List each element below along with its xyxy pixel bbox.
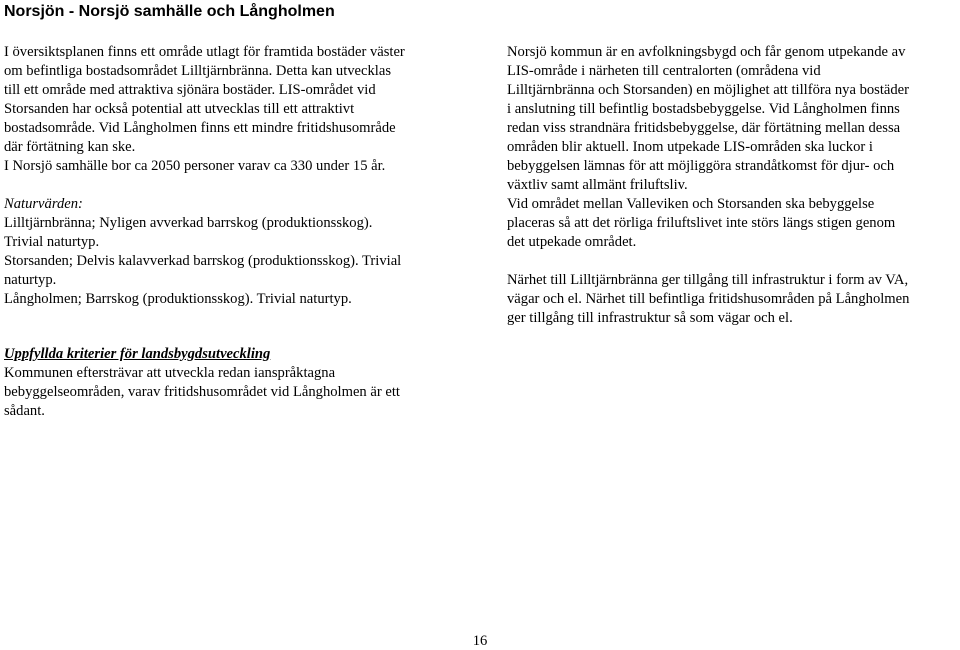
- criteria-section: [4, 345, 474, 421]
- text-line: bebyggelsen lämnas för att möjliggöra strandåtkomst för djur- och: [507, 158, 895, 174]
- infrastructure-paragraph: [507, 271, 957, 328]
- nature-heading: Naturvärden:: [4, 196, 83, 212]
- page-number: 16: [472, 633, 488, 649]
- text-line: I översiktsplanen finns ett område utlagt för framtida bostäder väster: [4, 44, 405, 60]
- text-line: naturtyp.: [4, 272, 57, 288]
- text-line: Storsanden har också potential att utvecklas till ett attraktivt: [4, 101, 355, 117]
- right-column: [507, 43, 957, 328]
- intro-paragraph: [4, 43, 474, 176]
- text-line: om befintliga bostadsområdet Lilltjärnbränna. Detta kan utvecklas: [4, 63, 392, 79]
- text-line: bebyggelseområden, varav fritidshusområdet vid Långholmen är ett: [4, 384, 400, 400]
- text-line: redan viss strandnära fritidsbebyggelse, där förtätning mellan dessa: [507, 120, 901, 136]
- text-line: till ett område med attraktiva sjönära bostäder. LIS-området vid: [4, 82, 376, 98]
- text-line: i anslutning till befintlig bostadsbebyggelse. Vid Långholmen finns: [507, 101, 900, 117]
- text-line: Norsjö kommun är en avfolkningsbygd och får genom utpekande av: [507, 44, 906, 60]
- text-line: I Norsjö samhälle bor ca 2050 personer varav ca 330 under 15 år.: [4, 158, 386, 174]
- text-line: sådant.: [4, 403, 45, 419]
- text-line: där förtätning kan ske.: [4, 139, 136, 155]
- text-line: Kommunen eftersträvar att utveckla redan ianspråktagna: [4, 365, 336, 381]
- text-line: Närhet till Lilltjärnbränna ger tillgång till infrastruktur i form av VA,: [507, 272, 909, 288]
- page-title: Norsjön - Norsjö samhälle och Långholmen: [4, 3, 335, 20]
- text-line: Trivial naturtyp.: [4, 234, 100, 250]
- text-line: Storsanden; Delvis kalavverkad barrskog (produktionsskog). Trivial: [4, 253, 402, 269]
- text-line: LIS-område i närheten till centralorten (områdena vid: [507, 63, 821, 79]
- text-line: Långholmen; Barrskog (produktionsskog). Trivial naturtyp.: [4, 291, 352, 307]
- text-line: ger tillgång till infrastruktur så som vägar och el.: [507, 310, 793, 326]
- text-line: Lilltjärnbränna; Nyligen avverkad barrskog (produktionsskog).: [4, 215, 373, 231]
- text-line: placeras så att det rörliga friluftslivet inte störs längs stigen genom: [507, 215, 896, 231]
- text-line: det utpekade området.: [507, 234, 637, 250]
- text-line: Vid området mellan Valleviken och Storsanden ska bebyggelse: [507, 196, 875, 212]
- text-line: bostadsområde. Vid Långholmen finns ett mindre fritidshusområde: [4, 120, 396, 136]
- lis-paragraph: [507, 43, 957, 252]
- text-line: områden blir aktuell. Inom utpekade LIS-områden ska luckor i: [507, 139, 873, 155]
- text-line: vägar och el. Närhet till befintliga fritidshusområden på Långholmen: [507, 291, 910, 307]
- left-column: [4, 43, 474, 309]
- text-line: växtliv samt allmänt friluftsliv.: [507, 177, 688, 193]
- text-line: Lilltjärnbränna och Storsanden) en möjlighet att tillföra nya bostäder: [507, 82, 910, 98]
- nature-section: [4, 195, 474, 309]
- criteria-heading: Uppfyllda kriterier för landsbygdsutveckling: [4, 346, 271, 362]
